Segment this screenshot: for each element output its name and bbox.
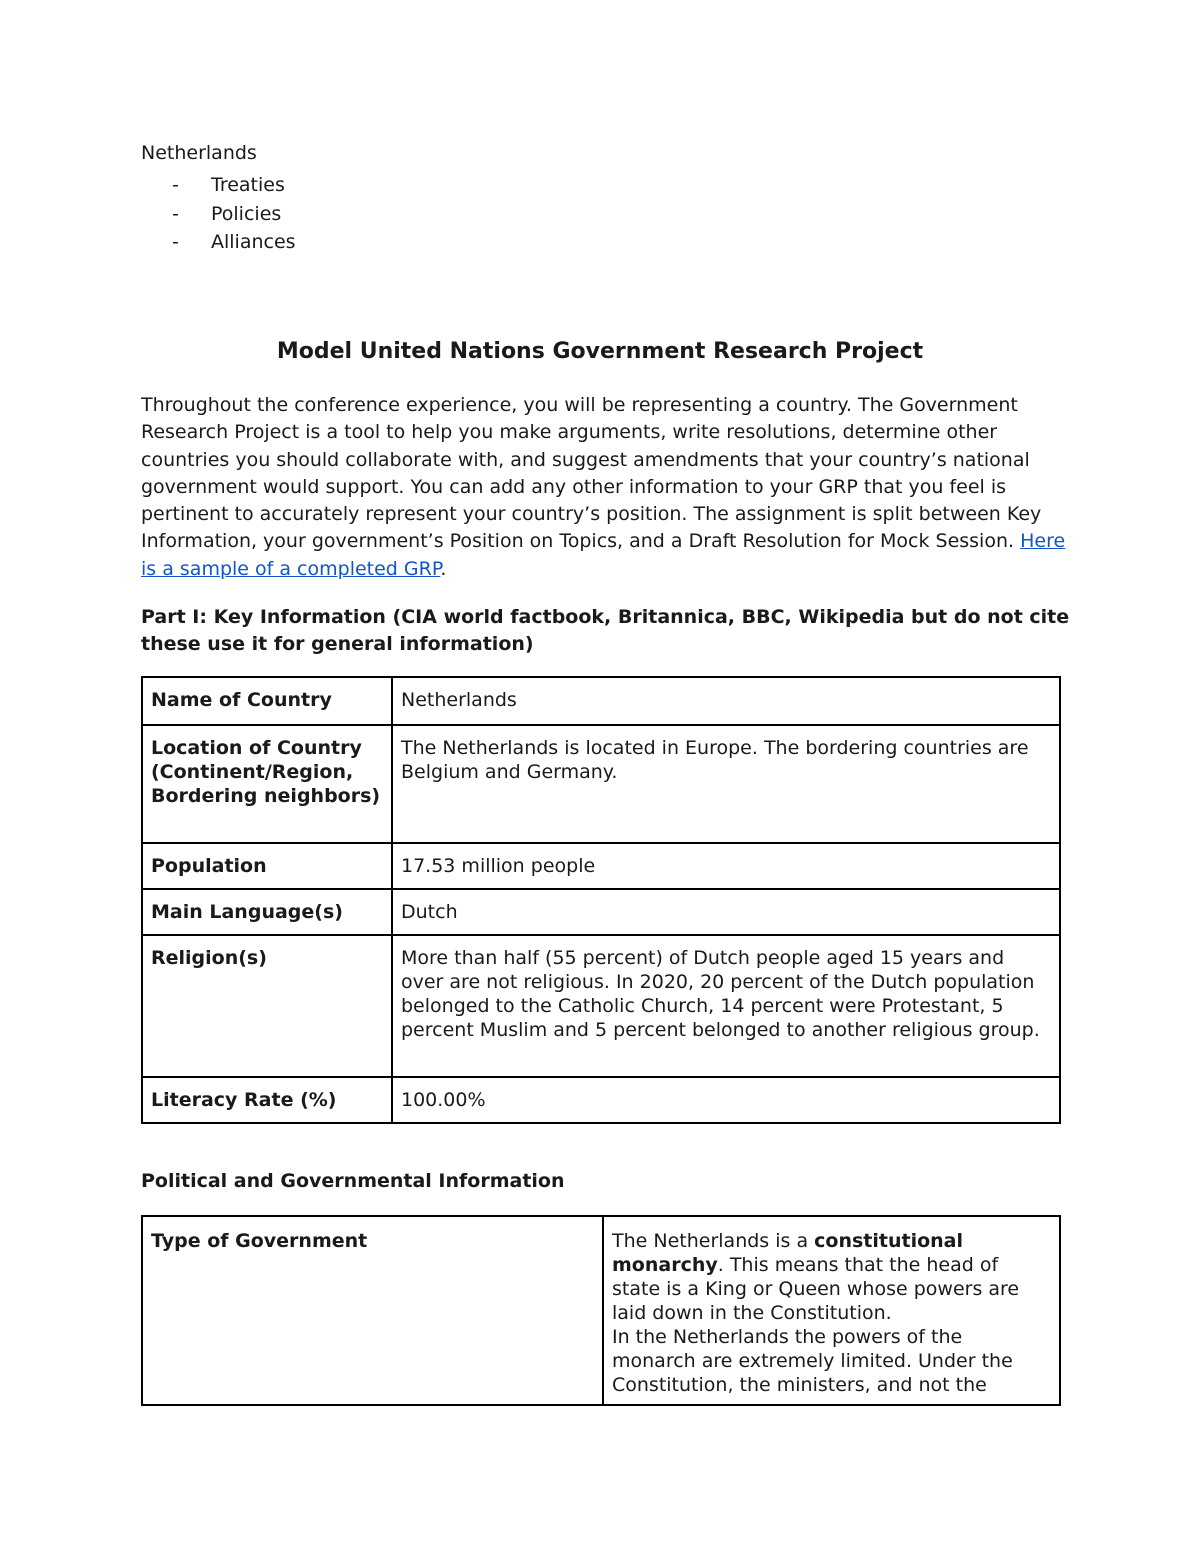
topic-list bbox=[172, 171, 296, 257]
row-value: 100.00% bbox=[392, 1077, 1060, 1123]
row-label: Population bbox=[142, 843, 392, 889]
table-row bbox=[142, 1216, 1060, 1405]
row-label: Literacy Rate (%) bbox=[142, 1077, 392, 1123]
topic-policies: Policies bbox=[211, 202, 282, 225]
row-label: Name of Country bbox=[142, 677, 392, 725]
table-row bbox=[142, 725, 1060, 843]
row-value: 17.53 million people bbox=[392, 843, 1060, 889]
intro-text: Throughout the conference experience, you will be representing a country. The Government Research Project is a tool to help you make arguments, write resolutions, determine other countries you should collaborate with, and suggest amendments that your country’s national government would support. You can add any other information to your GRP that you feel is pertinent to accurately represent your country’s position. The assignment is split between Key Information, your government’s Position on Topics, and a Draft Resolution for Mock Session. bbox=[141, 394, 1042, 553]
row-label: Main Language(s) bbox=[142, 889, 392, 935]
list-item bbox=[172, 171, 296, 200]
table-row bbox=[142, 677, 1060, 725]
political-section-heading: Political and Governmental Information bbox=[141, 1170, 565, 1192]
row-value: Dutch bbox=[392, 889, 1060, 935]
list-dash: - bbox=[172, 202, 179, 225]
intro-period: . bbox=[440, 557, 447, 580]
row-label: Type of Government bbox=[142, 1216, 603, 1405]
list-dash: - bbox=[172, 174, 179, 196]
topic-alliances: Alliances bbox=[211, 231, 296, 253]
government-type-text bbox=[612, 1229, 1051, 1401]
row-label: Location of Country (Continent/Region, Bordering neighbors) bbox=[142, 725, 392, 843]
table-row bbox=[142, 935, 1060, 1077]
list-dash: - bbox=[172, 231, 179, 253]
table-row bbox=[142, 843, 1060, 889]
table-row bbox=[142, 889, 1060, 935]
topic-treaties: Treaties bbox=[211, 174, 285, 196]
government-type-paragraph-2: In the Netherlands the powers of the monarch are extremely limited. Under the Constitution, the ministers, and not the bbox=[612, 1326, 1013, 1396]
intro-paragraph bbox=[141, 392, 1071, 583]
sample-grp-link[interactable]: Here is a sample of a completed GRP bbox=[141, 530, 1066, 580]
government-type-bold: constitutional monarchy bbox=[612, 1230, 964, 1276]
row-value bbox=[603, 1216, 1060, 1405]
document-title: Model United Nations Government Research Project bbox=[276, 339, 924, 364]
row-label: Religion(s) bbox=[142, 935, 392, 1077]
list-item bbox=[172, 228, 296, 257]
part1-heading: Part I: Key Information (CIA world factbook, Britannica, BBC, Wikipedia but do not cite these use it for general information) bbox=[141, 606, 1070, 655]
government-type-prefix: The Netherlands is a bbox=[612, 1230, 815, 1252]
government-info-table bbox=[141, 1215, 1061, 1406]
government-type-suffix: . This means that the head of state is a King or Queen whose powers are laid down in the Constitution. bbox=[612, 1254, 1020, 1324]
row-value: The Netherlands is located in Europe. The bordering countries are Belgium and Germany. bbox=[392, 725, 1060, 843]
table-row bbox=[142, 1077, 1060, 1123]
list-item bbox=[172, 200, 296, 229]
country-note-heading: Netherlands bbox=[141, 142, 257, 164]
row-value: Netherlands bbox=[392, 677, 1060, 725]
row-value: More than half (55 percent) of Dutch people aged 15 years and over are not religious. In 2020, 20 percent of the Dutch population belonged to the Catholic Church, 14 percent were Protestant, 5 percent Muslim and 5 percent belonged to another religious group. bbox=[392, 935, 1060, 1077]
key-info-table bbox=[141, 676, 1061, 1124]
